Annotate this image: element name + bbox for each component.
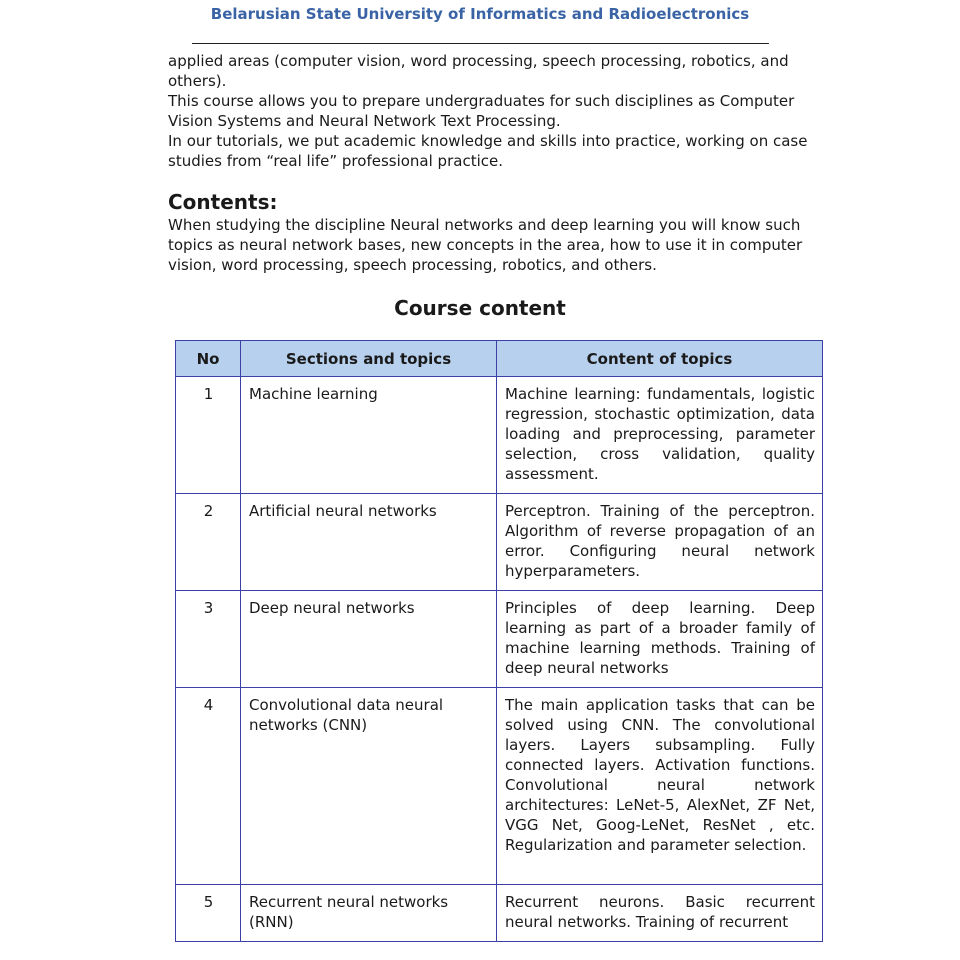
table-row	[176, 377, 823, 494]
intro-paragraph: This course allows you to prepare undergraduates for such disciplines as Computer Vision Systems and Neural Network Text Processing.	[168, 92, 795, 130]
row-section: Recurrent neural networks (RNN)	[241, 885, 497, 942]
row-number: 5	[176, 885, 241, 942]
table-caption: Course content	[394, 296, 566, 320]
column-header-content: Content of topics	[497, 341, 823, 377]
row-number: 1	[176, 377, 241, 494]
table-row	[176, 688, 823, 885]
column-header-sections: Sections and topics	[241, 341, 497, 377]
table-row	[176, 591, 823, 688]
row-content: Machine learning: fundamentals, logistic regression, stochastic optimization, data loading and preprocessing, parameter selection, cross validation, quality assessment.	[497, 377, 823, 494]
contents-body: When studying the discipline Neural networks and deep learning you will know such topics as neural network bases, new concepts in the area, how to use it in computer vision, word processing, speech processing, robotics, and others.	[168, 216, 803, 274]
university-header: Belarusian State University of Informatics and Radioelectronics	[210, 5, 750, 23]
row-section: Artificial neural networks	[241, 494, 497, 591]
row-section: Deep neural networks	[241, 591, 497, 688]
intro-paragraph: applied areas (computer vision, word processing, speech processing, robotics, and others).	[168, 52, 789, 90]
row-section: Convolutional data neural networks (CNN)	[241, 688, 497, 885]
row-number: 3	[176, 591, 241, 688]
row-content: Recurrent neurons. Basic recurrent neural networks. Training of recurrent	[497, 885, 823, 942]
row-content: The main application tasks that can be solved using CNN. The convolutional layers. Layers subsampling. Fully connected layers. Activation functions. Convolutional neural network architectures: LeNet-5, AlexNet, ZF Net, VGG Net, Goog-LeNet, ResNet , etc. Regularization and parameter selection.	[497, 688, 823, 885]
row-content: Perceptron. Training of the perceptron. Algorithm of reverse propagation of an error. Configuring neural network hyperparameters.	[497, 494, 823, 591]
row-number: 4	[176, 688, 241, 885]
row-content: Principles of deep learning. Deep learning as part of a broader family of machine learning methods. Training of deep neural networks	[497, 591, 823, 688]
column-header-no: No	[176, 341, 241, 377]
table-header-row	[176, 341, 823, 377]
row-number: 2	[176, 494, 241, 591]
row-section: Machine learning	[241, 377, 497, 494]
course-content-table	[175, 340, 823, 942]
intro-section	[168, 51, 818, 171]
contents-heading: Contents:	[168, 190, 278, 214]
table-row	[176, 885, 823, 942]
intro-paragraph: In our tutorials, we put academic knowledge and skills into practice, working on case studies from “real life” professional practice.	[168, 132, 808, 170]
header-divider	[192, 43, 769, 44]
table-row	[176, 494, 823, 591]
